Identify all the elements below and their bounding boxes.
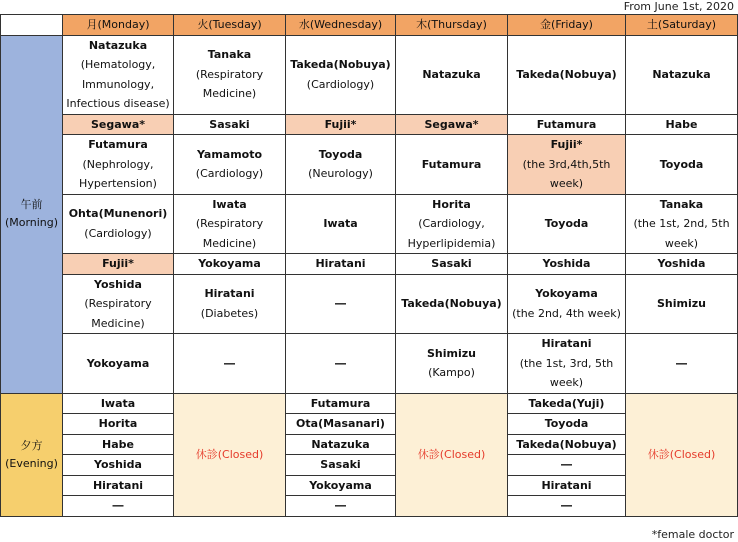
closed-label: 休診(Closed) bbox=[647, 447, 716, 461]
morning-cell-tuesday bbox=[174, 254, 286, 275]
schedule-table bbox=[0, 14, 738, 517]
day-header-tuesday: 火(Tuesday) bbox=[174, 15, 286, 36]
doctor-detail: (Kampo) bbox=[428, 366, 475, 380]
doctor-detail: week) bbox=[664, 236, 699, 250]
morning-cell-wednesday bbox=[286, 114, 396, 135]
morning-cell-friday bbox=[508, 254, 626, 275]
doctor-name: Takeda(Nobuya) bbox=[290, 58, 391, 71]
morning-cell-wednesday bbox=[286, 254, 396, 275]
doctor-detail: (the 1st, 3rd, 5th bbox=[519, 356, 614, 370]
morning-cell-wednesday bbox=[286, 135, 396, 195]
doctor-name: Yokoyama bbox=[198, 257, 261, 270]
morning-cell-thursday bbox=[396, 194, 508, 254]
doctor-detail: (Cardiology) bbox=[195, 167, 264, 181]
doctor-name: Sasaki bbox=[431, 257, 472, 270]
morning-cell-monday bbox=[63, 194, 174, 254]
doctor-name: Ohta(Munenori) bbox=[68, 207, 168, 221]
morning-cell-saturday bbox=[626, 274, 738, 334]
day-header-friday: 金(Friday) bbox=[508, 15, 626, 36]
doctor-detail: Medicine) bbox=[91, 316, 145, 330]
doctor-name: Fujii* bbox=[102, 257, 134, 270]
evening-cell-friday: ― bbox=[508, 455, 626, 476]
evening-cell-monday: Habe bbox=[63, 434, 174, 455]
doctor-detail: (Diabetes) bbox=[200, 306, 259, 320]
morning-cell-saturday bbox=[626, 135, 738, 195]
evening-cell-wednesday: Natazuka bbox=[286, 434, 396, 455]
doctor-name: Futamura bbox=[88, 138, 148, 151]
doctor-detail: (Neurology) bbox=[308, 167, 373, 181]
doctor-detail: (the 2nd, 4th week) bbox=[512, 306, 621, 320]
morning-cell-wednesday bbox=[286, 35, 396, 114]
morning-cell-thursday bbox=[396, 35, 508, 114]
doctor-name: Toyoda bbox=[659, 157, 704, 171]
morning-row bbox=[1, 334, 738, 394]
day-header-monday: 月(Monday) bbox=[63, 15, 174, 36]
doctor-name: Hiratani bbox=[541, 337, 592, 350]
doctor-name: Yoshida bbox=[542, 257, 591, 270]
doctor-name: Segawa* bbox=[424, 117, 479, 131]
evening-cell-monday: Hiratani bbox=[63, 475, 174, 496]
doctor-name: Shimizu bbox=[657, 297, 706, 310]
day-header-row bbox=[1, 15, 738, 36]
doctor-name: Tanaka bbox=[207, 48, 252, 62]
doctor-name: Sasaki bbox=[209, 117, 250, 131]
morning-row bbox=[1, 135, 738, 195]
doctor-name: ― bbox=[335, 356, 346, 370]
morning-row bbox=[1, 114, 738, 135]
morning-cell-saturday bbox=[626, 114, 738, 135]
doctor-detail: Medicine) bbox=[202, 236, 257, 250]
doctor-name: Yokoyama bbox=[535, 287, 598, 301]
morning-cell-monday bbox=[63, 254, 174, 275]
morning-cell-monday bbox=[63, 135, 174, 195]
morning-row bbox=[1, 194, 738, 254]
morning-cell-tuesday bbox=[174, 194, 286, 254]
doctor-detail: (Respiratory bbox=[195, 67, 264, 81]
doctor-name: Yoshida bbox=[94, 277, 142, 291]
evening-cell-wednesday: Sasaki bbox=[286, 455, 396, 476]
doctor-name: Tanaka bbox=[659, 197, 704, 211]
morning-cell-saturday bbox=[626, 194, 738, 254]
evening-cell-wednesday: ― bbox=[286, 496, 396, 517]
morning-cell-saturday bbox=[626, 254, 738, 275]
corner-cell bbox=[1, 15, 63, 36]
doctor-detail: (the 3rd,4th,5th bbox=[522, 157, 611, 171]
day-header-saturday: 土(Saturday) bbox=[626, 15, 738, 36]
doctor-detail: Hyperlipidemia) bbox=[407, 236, 496, 250]
doctor-name: Shimizu bbox=[427, 346, 476, 360]
morning-cell-thursday bbox=[396, 254, 508, 275]
doctor-name: Hiratani bbox=[204, 287, 255, 301]
evening-row bbox=[1, 393, 738, 414]
morning-cell-saturday bbox=[626, 334, 738, 394]
female-doctor-note: *female doctor bbox=[651, 528, 734, 541]
morning-cell-friday bbox=[508, 35, 626, 114]
morning-cell-tuesday bbox=[174, 135, 286, 195]
morning-cell-friday bbox=[508, 334, 626, 394]
evening-closed-tuesday bbox=[174, 393, 286, 516]
doctor-detail: week) bbox=[549, 177, 584, 190]
doctor-name: Iwata bbox=[212, 197, 247, 211]
doctor-detail: (Cardiology) bbox=[306, 77, 375, 91]
doctor-detail: Infectious disease) bbox=[66, 97, 170, 110]
doctor-name: Futamura bbox=[421, 157, 482, 171]
doctor-detail: (Nephrology, bbox=[82, 157, 154, 171]
evening-cell-monday: Iwata bbox=[63, 393, 174, 414]
doctor-name: Yoshida bbox=[657, 257, 706, 270]
evening-cell-friday: Takeda(Nobuya) bbox=[508, 434, 626, 455]
evening-closed-saturday bbox=[626, 393, 738, 516]
doctor-name: Hiratani bbox=[315, 257, 366, 270]
morning-row bbox=[1, 254, 738, 275]
evening-cell-monday: Horita bbox=[63, 414, 174, 435]
doctor-name: Takeda(Nobuya) bbox=[516, 67, 617, 81]
doctor-name: Iwata bbox=[323, 217, 358, 230]
morning-cell-tuesday bbox=[174, 334, 286, 394]
evening-cell-wednesday: Futamura bbox=[286, 393, 396, 414]
evening-closed-thursday bbox=[396, 393, 508, 516]
doctor-name: Natazuka bbox=[652, 67, 711, 81]
doctor-name: Natazuka bbox=[88, 38, 148, 52]
morning-row bbox=[1, 35, 738, 114]
morning-cell-friday bbox=[508, 114, 626, 135]
doctor-name: ― bbox=[676, 356, 687, 370]
doctor-detail: (Respiratory bbox=[84, 297, 152, 310]
doctor-name: ― bbox=[224, 356, 235, 370]
morning-cell-wednesday bbox=[286, 334, 396, 394]
doctor-detail: (Hematology, bbox=[80, 58, 156, 71]
morning-cell-tuesday bbox=[174, 114, 286, 135]
morning-cell-friday bbox=[508, 135, 626, 195]
doctor-detail: (the 1st, 2nd, 5th bbox=[633, 217, 730, 230]
evening-cell-friday: Hiratani bbox=[508, 475, 626, 496]
morning-cell-saturday bbox=[626, 35, 738, 114]
morning-cell-tuesday bbox=[174, 35, 286, 114]
session-label-morning bbox=[1, 35, 63, 393]
closed-label: 休診(Closed) bbox=[417, 447, 486, 461]
evening-cell-friday: ― bbox=[508, 496, 626, 517]
doctor-detail: (Cardiology, bbox=[418, 217, 485, 230]
doctor-detail: Hypertension) bbox=[79, 177, 157, 190]
doctor-name: Yokoyama bbox=[86, 356, 150, 370]
doctor-detail: Medicine) bbox=[202, 87, 257, 101]
doctor-name: Horita bbox=[432, 197, 471, 211]
evening-cell-friday: Toyoda bbox=[508, 414, 626, 435]
doctor-name: Fujii* bbox=[324, 117, 357, 131]
morning-cell-monday bbox=[63, 274, 174, 334]
evening-cell-monday: ― bbox=[63, 496, 174, 517]
effective-date-note: From June 1st, 2020 bbox=[623, 0, 734, 13]
morning-cell-friday bbox=[508, 194, 626, 254]
day-header-thursday: 木(Thursday) bbox=[396, 15, 508, 36]
evening-cell-wednesday: Yokoyama bbox=[286, 475, 396, 496]
evening-cell-friday: Takeda(Yuji) bbox=[508, 393, 626, 414]
morning-cell-wednesday bbox=[286, 274, 396, 334]
session-label-jp: 午前 bbox=[20, 198, 43, 211]
evening-cell-wednesday: Ota(Masanari) bbox=[286, 414, 396, 435]
evening-cell-monday: Yoshida bbox=[63, 455, 174, 476]
morning-cell-monday bbox=[63, 114, 174, 135]
doctor-name: Futamura bbox=[536, 117, 597, 131]
morning-cell-friday bbox=[508, 274, 626, 334]
session-label-jp: 夕方 bbox=[20, 438, 43, 452]
doctor-detail: (Cardiology) bbox=[84, 226, 152, 240]
doctor-detail: week) bbox=[549, 376, 584, 389]
morning-cell-thursday bbox=[396, 114, 508, 135]
doctor-name: Toyoda bbox=[318, 147, 363, 161]
morning-cell-tuesday bbox=[174, 274, 286, 334]
morning-cell-wednesday bbox=[286, 194, 396, 254]
closed-label: 休診(Closed) bbox=[195, 447, 264, 461]
session-label-en: (Morning) bbox=[4, 216, 59, 229]
doctor-name: Natazuka bbox=[422, 67, 481, 81]
doctor-detail: Immunology, bbox=[81, 77, 155, 91]
doctor-name: Segawa* bbox=[90, 117, 146, 131]
morning-cell-monday bbox=[63, 35, 174, 114]
doctor-name: Habe bbox=[665, 117, 698, 131]
morning-cell-monday bbox=[63, 334, 174, 394]
morning-cell-thursday bbox=[396, 135, 508, 195]
doctor-name: ― bbox=[335, 297, 346, 310]
day-header-wednesday: 水(Wednesday) bbox=[286, 15, 396, 36]
session-label-en: (Evening) bbox=[5, 456, 58, 470]
doctor-name: Fujii* bbox=[550, 138, 583, 151]
doctor-name: Toyoda bbox=[544, 217, 589, 230]
doctor-detail: (Respiratory bbox=[195, 217, 264, 230]
morning-cell-thursday bbox=[396, 334, 508, 394]
morning-row bbox=[1, 274, 738, 334]
morning-cell-thursday bbox=[396, 274, 508, 334]
doctor-name: Takeda(Nobuya) bbox=[401, 297, 502, 310]
doctor-name: Yamamoto bbox=[196, 147, 263, 161]
session-label-evening bbox=[1, 393, 63, 516]
